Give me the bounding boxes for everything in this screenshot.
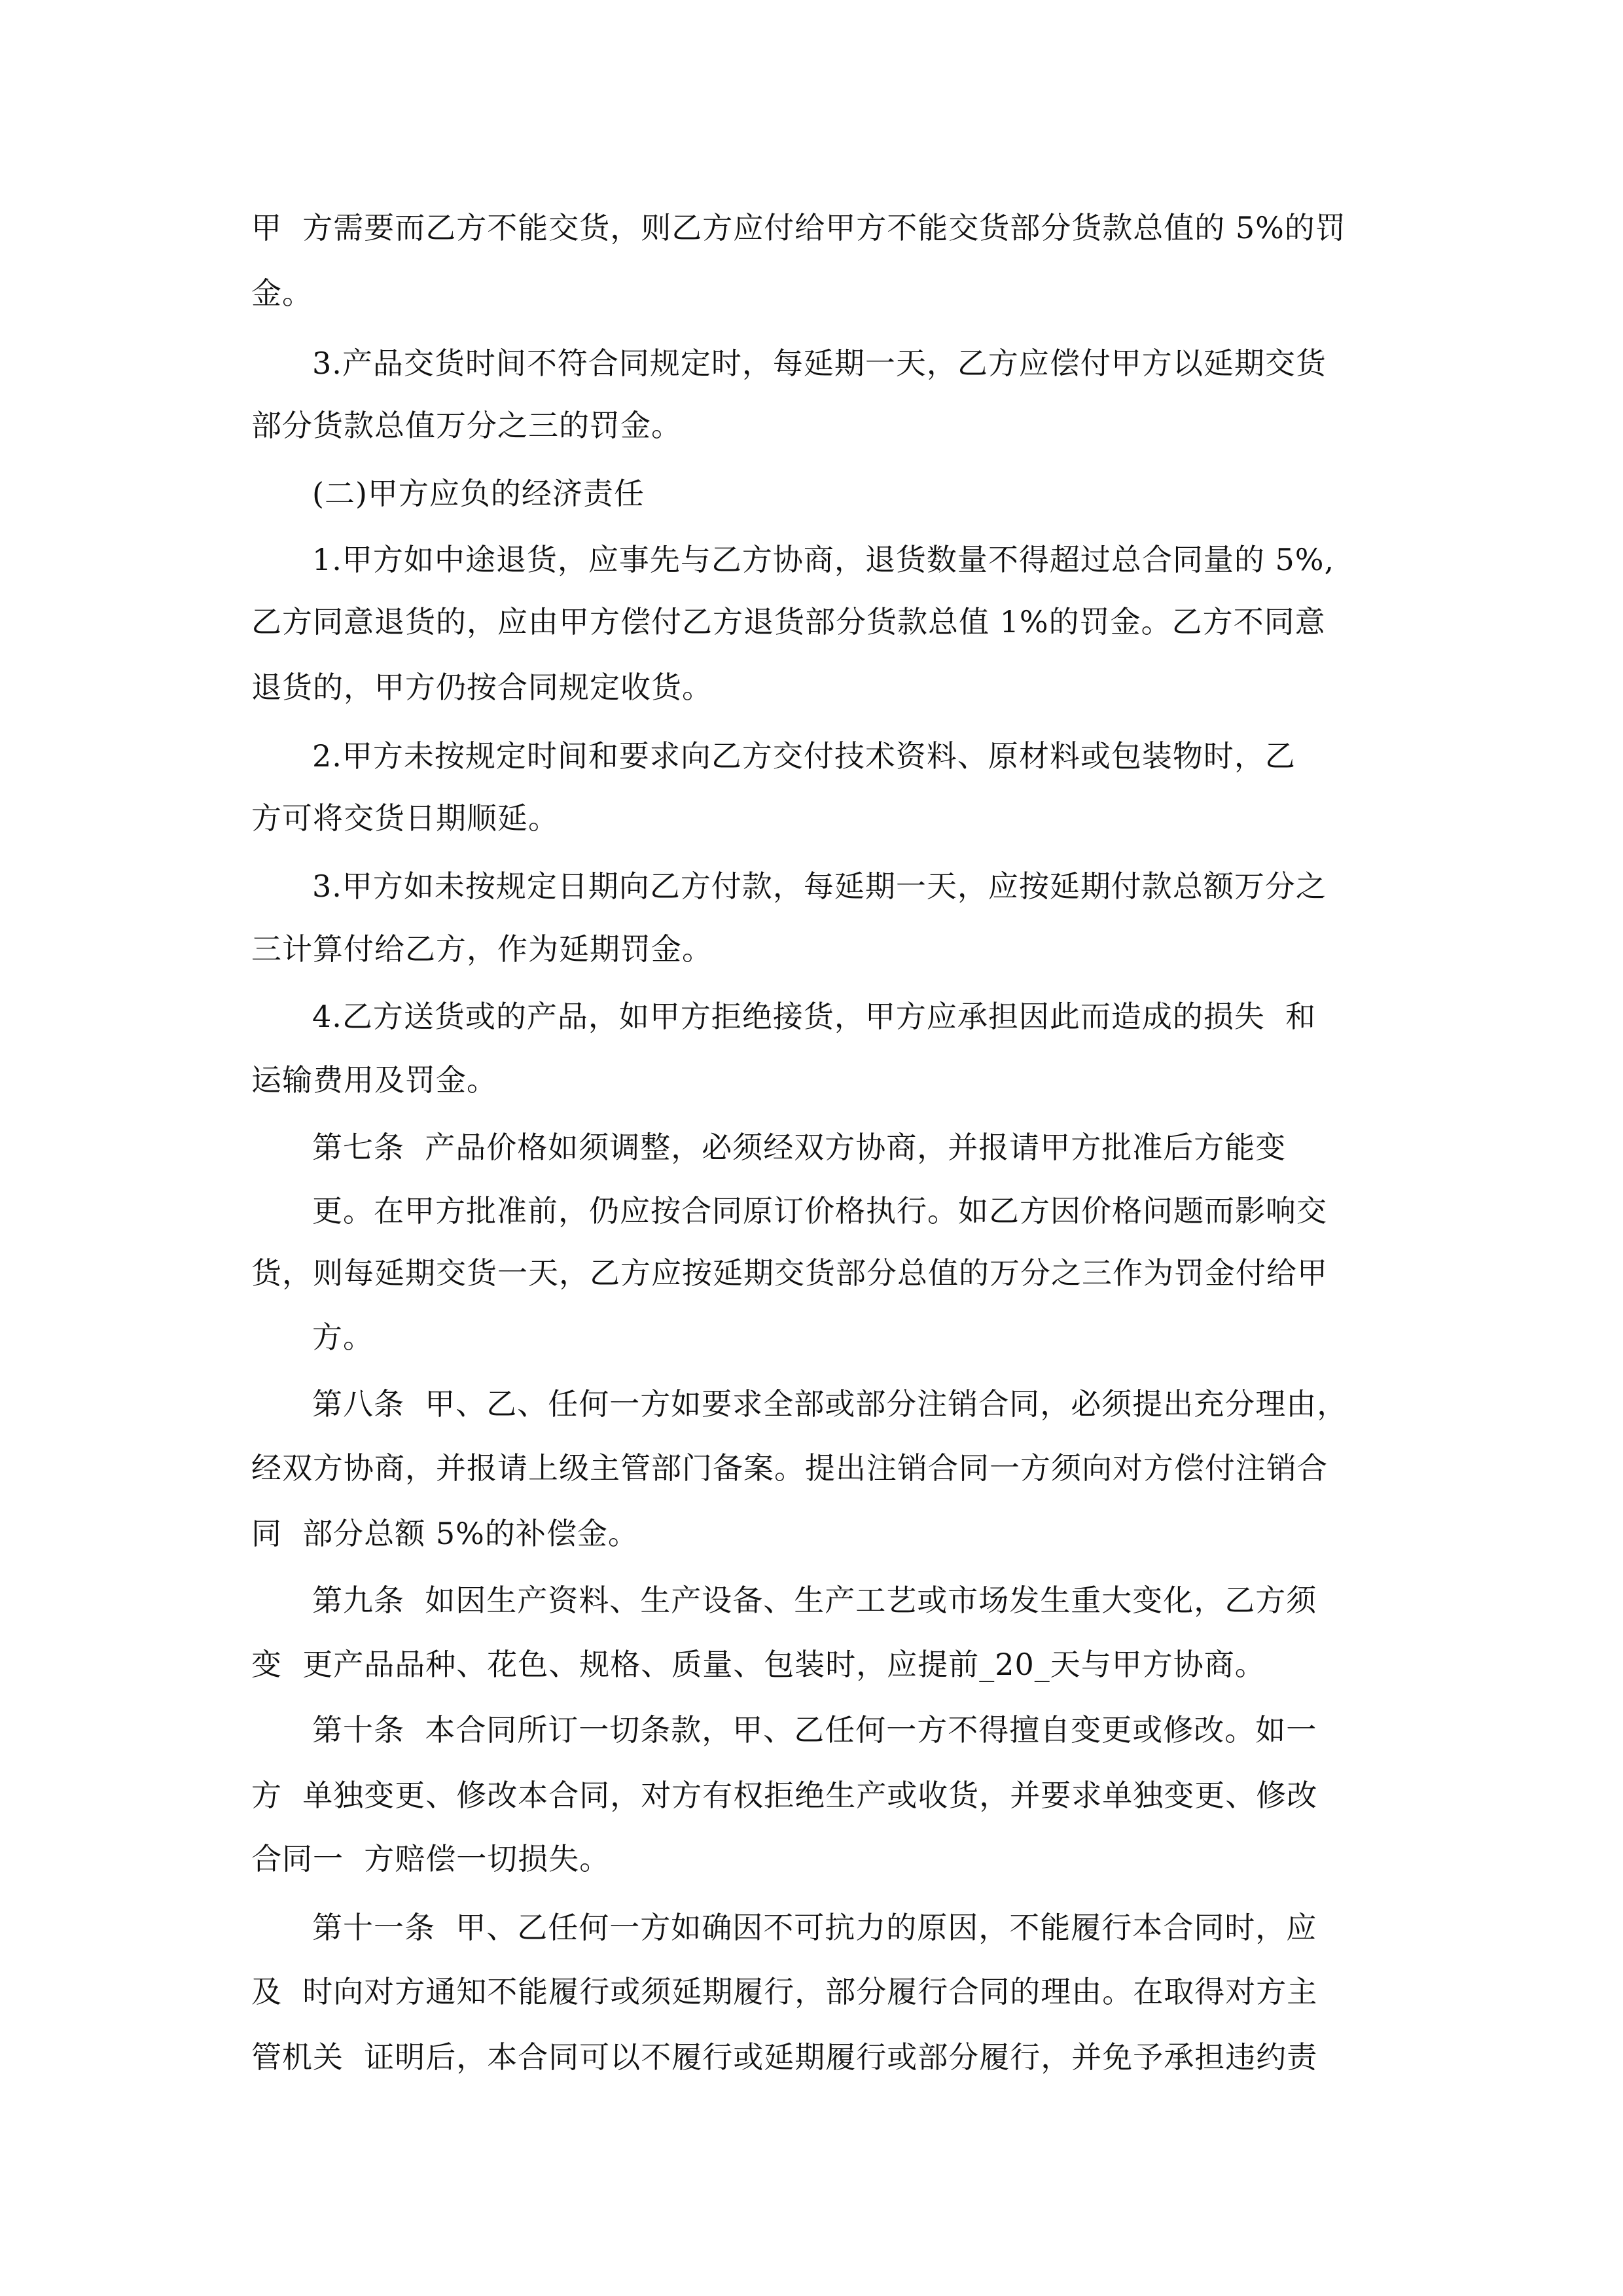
text-line: 第七条 产品价格如须调整，必须经双方协商，并报请甲方批准后方能变: [312, 1130, 1287, 1165]
text-line: 变 更产品品种、花色、规格、质量、包装时，应提前_20_天与甲方协商。: [251, 1647, 1266, 1682]
text-line: 方 单独变更、修改本合同，对方有权拒绝生产或收货，并要求单独变更、修改: [251, 1778, 1318, 1813]
text-line: 3.产品交货时间不符合同规定时，每延期一天，乙方应偿付甲方以延期交货: [312, 346, 1327, 381]
text-line: 1.甲方如中途退货，应事先与乙方协商，退货数量不得超过总合同量的 5%,: [312, 542, 1335, 577]
text-line: 甲 方需要而乙方不能交货，则乙方应付给甲方不能交货部分货款总值的 5%的罚: [251, 210, 1346, 245]
text-line: 金。: [251, 276, 313, 311]
text-line: 部分货款总值万分之三的罚金。: [251, 408, 682, 443]
text-line: 合同一 方赔偿一切损失。: [251, 1841, 611, 1876]
text-line: 第十一条 甲、乙任何一方如确因不可抗力的原因，不能履行本合同时，应: [312, 1910, 1317, 1945]
text-line: 同 部分总额 5%的补偿金。: [251, 1516, 639, 1551]
text-line: 货，则每延期交货一天，乙方应按延期交货部分总值的万分之三作为罚金付给甲: [251, 1255, 1328, 1291]
text-line: 更。在甲方批准前，仍应按合同原订价格执行。如乙方因价格问题而影响交: [312, 1193, 1327, 1229]
text-line: 方可将交货日期顺延。: [251, 800, 559, 836]
text-line: 3.甲方如未按规定日期向乙方付款，每延期一天，应按延期付款总额万分之: [312, 869, 1327, 904]
section-heading: (二)甲方应负的经济责任: [312, 476, 645, 511]
text-line: 第九条 如因生产资料、生产设备、生产工艺或市场发生重大变化，乙方须: [312, 1583, 1317, 1618]
text-line: 经双方协商，并报请上级主管部门备案。提出注销合同一方须向对方偿付注销合: [251, 1450, 1328, 1486]
text-line: 三计算付给乙方，作为延期罚金。: [251, 931, 713, 967]
text-line: 管机关 证明后，本合同可以不履行或延期履行或部分履行，并免予承担违约责: [251, 2039, 1318, 2075]
text-line: 运输费用及罚金。: [251, 1062, 497, 1098]
text-line: 退货的，甲方仍按合同规定收货。: [251, 670, 713, 705]
text-line: 乙方同意退货的，应由甲方偿付乙方退货部分货款总值 1%的罚金。乙方不同意: [251, 604, 1326, 639]
text-line: 2.甲方未按规定时间和要求向乙方交付技术资料、原材料或包装物时，乙: [312, 738, 1296, 774]
text-line: 4.乙方送货或的产品，如甲方拒绝接货，甲方应承担因此而造成的损失 和: [312, 999, 1317, 1034]
text-line: 及 时向对方通知不能履行或须延期履行，部分履行合同的理由。在取得对方主: [251, 1974, 1318, 2009]
text-line: 方。: [312, 1319, 374, 1355]
text-line: 第十条 本合同所订一切条款，甲、乙任何一方不得擅自变更或修改。如一: [312, 1712, 1317, 1748]
text-line: 第八条 甲、乙、任何一方如要求全部或部分注销合同，必须提出充分理由，: [312, 1386, 1348, 1422]
